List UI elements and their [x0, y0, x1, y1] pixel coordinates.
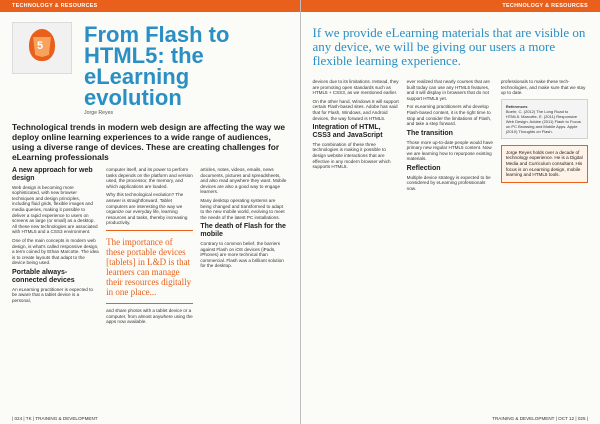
body-column-2	[407, 79, 494, 195]
paragraph: The combination of these three technologies is making it possible to design website interactions that are effective in any modern browser which supports HTML5.	[312, 141, 391, 170]
pull-quote: If we provide eLearning materials that are visible on any device, we will be giving our users a more flexible learning experience.	[312, 25, 586, 68]
paragraph: An eLearning practitioner is expected to be aware that a tablet device is a personal,	[12, 286, 93, 303]
subheading: Reflection	[406, 164, 441, 172]
paragraph: On the other hand, Windows 8 will support certain Flash-based sites. Adobe has said that for Flash, Windows, and Android devices, the way forward is HTML5.	[312, 98, 399, 121]
article-title: From Flash to HTML5: the eLearning evolution	[84, 22, 230, 110]
body-columns	[301, 74, 600, 195]
article-title-block	[0, 12, 300, 116]
body-column-1	[313, 79, 400, 195]
paragraph: Contrary to common belief, the barriers against Flash on iOS devices (iPads, iPhones) are more technical than commercial. Flash was a brilliant solution for the desktop.	[200, 240, 284, 269]
section-header: TECHNOLOGY & RESOURCES	[0, 0, 300, 12]
page-footer: TRAINING & DEVELOPMENT | OCT 12 | 025 |	[492, 416, 588, 421]
body-columns	[0, 162, 300, 328]
paragraph: Multiple device strategy is expected to be considered by eLearning professionals now.	[406, 174, 491, 191]
subheading: Integration of HTML, CSS3 and JavaScript	[312, 124, 383, 139]
author-bio: Jorge Reyes holds over a decade of technology experience. He is a Digital Media and Curriculum consultant. His focus is on eLearning design, mobile learning and HTML5 tools.	[501, 145, 588, 183]
divider	[106, 230, 193, 231]
subheading: The transition	[406, 129, 453, 137]
body-column-3	[501, 79, 588, 195]
body-column-2	[106, 167, 193, 328]
paragraph: Web design is becoming more sophisticated, with new browser techniques and design principles, including fluid grids, flexible images and media queries, making it possible to deliver a rapid experience to users on screens as large (or small) as a desktop. All these new technologies are associated with HTML5 and a CSS3 environment.	[12, 184, 98, 235]
pull-quote: The importance of these portable devices [tablets] in L&D is that learners can manage their resources digitally in one place...	[106, 236, 192, 297]
references-box	[501, 99, 588, 139]
subheading: The death of Flash for the mobile	[200, 223, 286, 239]
references-list: Boehr, C. (2012) The Long Road to HTML5. Marcotte, E. (2011) Responsive Web Design. Adobe (2011) Flash to Focus on PC Browsing and Mobile Apps. Apple (2010) Thoughts on Flash.	[505, 108, 581, 134]
paragraph: For eLearning practitioners who develop Flash-based content, it is the right time to stop and consider the limitations of Flash, and take a step forward.	[406, 104, 492, 127]
body-column-1	[12, 167, 99, 328]
paragraph: computer itself, and its power to perform tasks depends on the platform and version used, the processor, the memory, and which applications are loaded.	[106, 167, 193, 189]
references-heading: References	[505, 103, 528, 109]
paragraph: Why this technological evolution? The answer is straightforward. Tablet computers are interesting the way we organize our everyday life, learning resources and tasks, thereby increasing productivity.	[106, 192, 188, 226]
author-name: Jorge Reyes	[84, 110, 114, 116]
paragraph: One of the main concepts in modern web design, is what's called responsive design, a term coined by Ethan Marcotte. The idea is to create layouts that adapt to the device being used.	[12, 237, 99, 266]
section-header: TECHNOLOGY & RESOURCES	[301, 0, 600, 12]
divider	[106, 303, 193, 304]
body-column-3	[200, 167, 287, 328]
paragraph: articles, notes, videos, emails, news documents, pictures and spreadsheets, and also read anywhere they want. Mobile devices are also a good way to engage learners.	[200, 167, 287, 195]
paragraph: ever realized that nearly courses that are built today can use any HTML5 features, and it will display in browsers that do not support HTML5 yet.	[406, 79, 490, 101]
paragraph: Many desktop operating systems are being changed and transformed to adapt to the new mobile world, evolving to meet the needs of the latest PC installations.	[200, 197, 285, 220]
paragraph: and share photos with a tablet device or a computer, from almost anywhere using the apps now available.	[106, 307, 193, 325]
page-footer: | 024 | TK | TRAINING & DEVELOPMENT	[12, 416, 98, 421]
paragraph: devices due to its limitations. Instead, they are promoting open standards such as HTML5 + CSS3, as we mentioned earlier.	[312, 79, 399, 96]
paragraph: Those more up-to-date people would have primary new regular HTML5 content. Now we are learning how to repurpose existing materials.	[406, 139, 493, 162]
subheading: A new approach for web design	[12, 167, 93, 182]
standfirst: Technological trends in modern web design are affecting the way we deploy online learning experiences to a wide range of audiences, using a diverse range of devices. These are creating challenges for eLearning professionals	[12, 122, 286, 162]
right-page	[301, 0, 600, 424]
five-glyph: 5	[37, 40, 44, 52]
html5-logo-image	[12, 22, 72, 74]
subheading: Portable always-connected devices	[12, 268, 75, 284]
paragraph: professionals to make these tech-technologies, and make sure that we stay up to date.	[500, 79, 586, 96]
